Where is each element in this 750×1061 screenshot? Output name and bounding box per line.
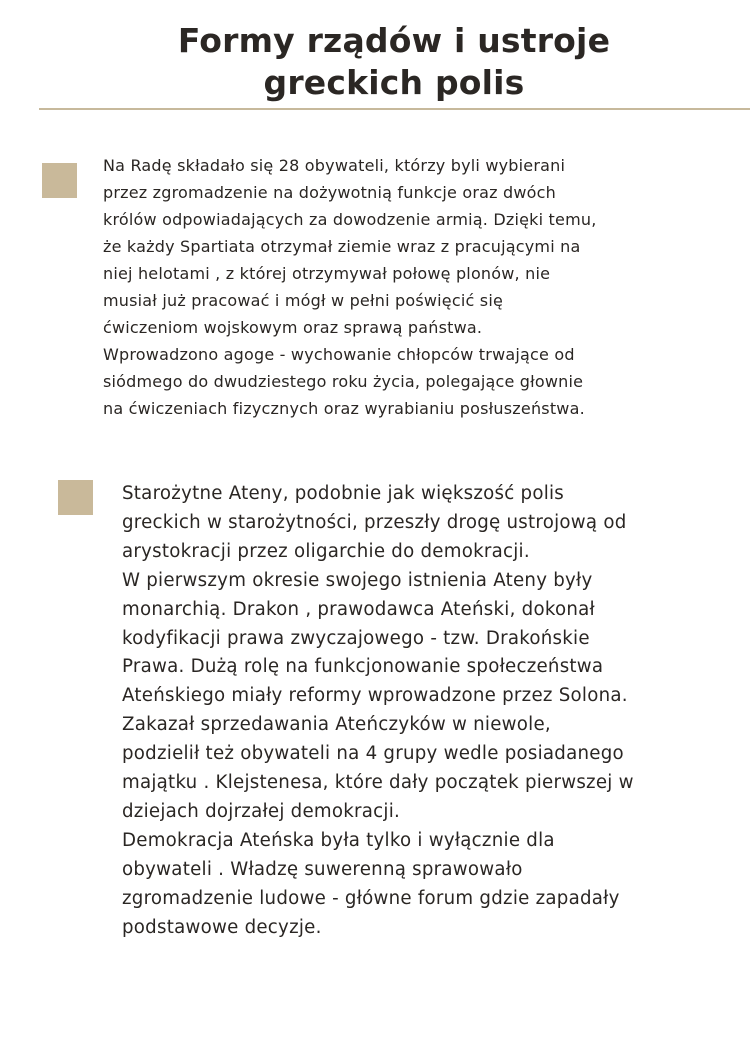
page-title	[0, 20, 750, 104]
section-2-line: W pierwszym okresie swojego istnienia Ateny były	[122, 569, 593, 591]
section-1-paragraph	[103, 152, 596, 422]
section-2-line: obywateli . Władzę suwerenną sprawowało	[122, 858, 523, 880]
section-1-line: musiał już pracować i mógł w pełni poświęcić się	[103, 291, 504, 310]
section-2-line: podzielił też obywateli na 4 grupy wedle posiadanego	[122, 743, 624, 765]
section-2-line: Ateńskiego miały reformy wprowadzone przez Solona.	[122, 685, 628, 707]
section-2-line: majątku . Klejstenesa, które dały początek pierwszej w	[122, 772, 634, 794]
section-2-line: dziejach dojrzałej demokracji.	[122, 800, 401, 822]
section-1-line: Wprowadzono agoge - wychowanie chłopców trwające od	[103, 345, 575, 364]
section-1-line: ćwiczeniom wojskowym oraz sprawą państwa.	[103, 318, 483, 337]
section-1-line: przez zgromadzenie na dożywotnią funkcje oraz dwóch	[103, 183, 556, 202]
section-2-paragraph	[122, 480, 634, 943]
title-divider	[39, 108, 750, 110]
section-1-line: Na Radę składało się 28 obywateli, którzy byli wybierani	[103, 156, 566, 175]
section-2-line: Starożytne Ateny, podobnie jak większość polis	[122, 483, 565, 504]
section-1-line: siódmego do dwudziestego roku życia, polegające głownie	[103, 372, 584, 391]
section-2-bullet-square	[58, 480, 93, 515]
section-2-line: zgromadzenie ludowe - główne forum gdzie zapadały	[122, 887, 620, 909]
section-2-line: monarchią. Drakon , prawodawca Ateński, dokonał	[122, 598, 595, 620]
section-1-line: że każdy Spartiata otrzymał ziemie wraz z pracującymi na	[103, 237, 581, 256]
section-1-line: królów odpowiadających za dowodzenie armią. Dzięki temu,	[103, 210, 597, 229]
page-title-line-2: greckich polis	[263, 63, 525, 102]
section-1-line: niej helotami , z której otrzymywał połowę plonów, nie	[103, 264, 551, 283]
section-2-line: Zakazał sprzedawania Ateńczyków w niewole,	[122, 714, 551, 736]
section-2-line: arystokracji przez oligarchie do demokracji.	[122, 540, 530, 562]
page-title-line-1: Formy rządów i ustroje	[177, 21, 611, 60]
section-2-line: greckich w starożytności, przeszły drogę ustrojową od	[122, 511, 627, 533]
section-1-line: na ćwiczeniach fizycznych oraz wyrabianiu posłuszeństwa.	[103, 399, 585, 418]
section-1-bullet-square	[42, 163, 77, 198]
section-2-line: podstawowe decyzje.	[122, 916, 322, 938]
section-2-line: kodyfikacji prawa zwyczajowego - tzw. Drakońskie	[122, 627, 590, 649]
section-2-line: Demokracja Ateńska była tylko i wyłącznie dla	[122, 829, 555, 851]
section-2-line: Prawa. Dużą rolę na funkcjonowanie społeczeństwa	[122, 656, 604, 678]
